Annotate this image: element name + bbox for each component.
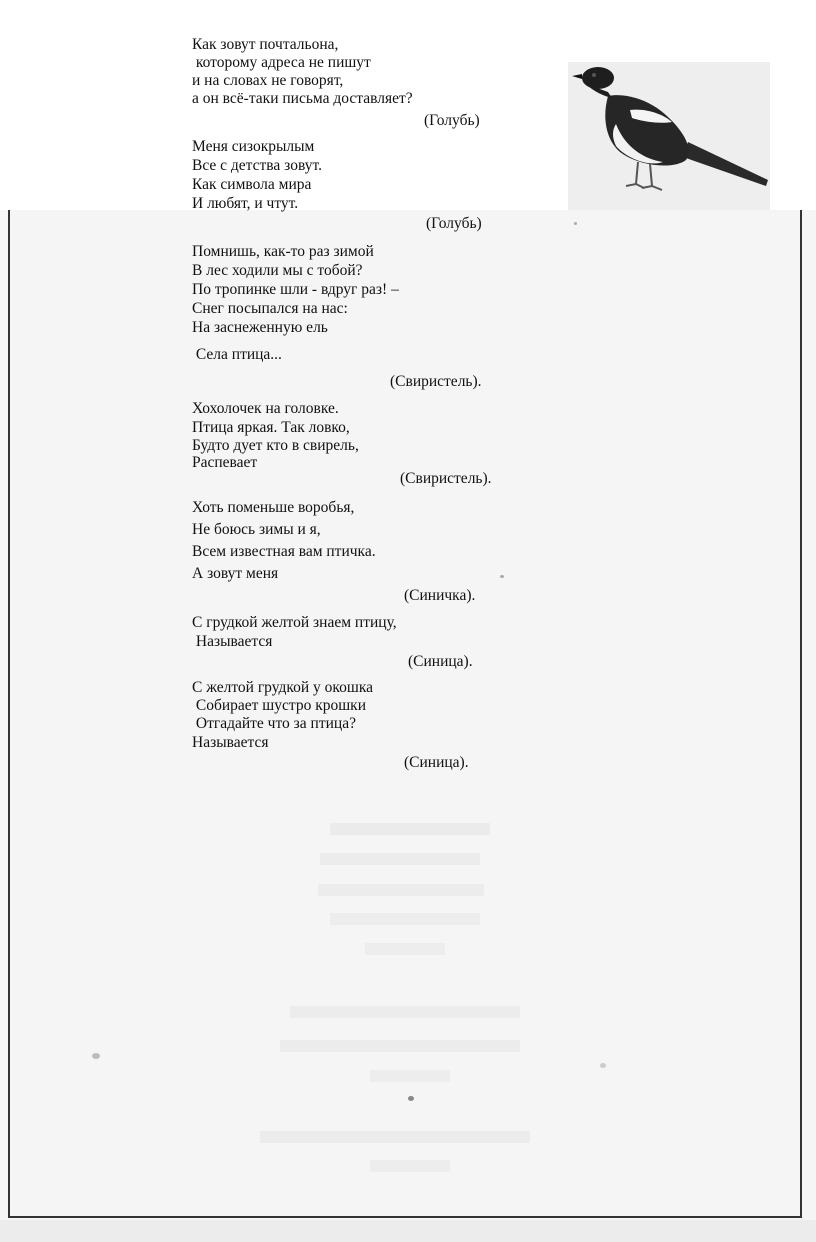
riddle-3-line-5: На заснеженную ель bbox=[192, 319, 328, 336]
riddle-7-answer: (Синица). bbox=[404, 754, 469, 771]
riddle-3-line-3: По тропинке шли - вдруг раз! – bbox=[192, 281, 399, 298]
riddle-6-answer: (Синица). bbox=[408, 653, 473, 670]
scan-bottom-edge bbox=[0, 1220, 816, 1242]
riddle-2-line-3: Как символа мира bbox=[192, 176, 312, 193]
riddle-2-line-2: Все с детства зовут. bbox=[192, 157, 322, 174]
riddle-2-line-1: Меня сизокрылым bbox=[192, 138, 315, 155]
riddle-1-line-4: а он всё-таки письма доставляет? bbox=[192, 90, 413, 107]
riddle-5-line-4: А зовут меня bbox=[192, 565, 279, 582]
riddle-3-line-1: Помнишь, как-то раз зимой bbox=[192, 243, 374, 260]
riddle-7-line-3: Отгадайте что за птица? bbox=[192, 715, 356, 732]
riddle-1-line-3: и на словах не говорят, bbox=[192, 72, 344, 89]
riddle-4-line-3: Будто дует кто в свирель, bbox=[192, 437, 359, 454]
riddle-7-line-2: Собирает шустро крошки bbox=[192, 697, 366, 714]
riddle-3-line-6: Села птица... bbox=[192, 346, 282, 363]
riddle-5-line-3: Всем известная вам птичка. bbox=[192, 543, 376, 560]
riddle-1-line-1: Как зовут почтальона, bbox=[192, 36, 339, 53]
riddle-1-line-2: которому адреса не пишут bbox=[192, 54, 371, 71]
riddle-2-answer: (Голубь) bbox=[426, 215, 482, 232]
riddle-7-line-4: Называется bbox=[192, 734, 269, 751]
riddle-5-answer: (Синичка). bbox=[404, 587, 476, 604]
riddle-4-answer: (Свиристель). bbox=[400, 470, 492, 487]
riddle-3-line-4: Снег посыпался на нас: bbox=[192, 300, 348, 317]
riddle-3-answer: (Свиристель). bbox=[390, 373, 482, 390]
riddle-4-line-4: Распевает bbox=[192, 454, 258, 471]
riddle-4-line-1: Хохолочек на головке. bbox=[192, 400, 339, 417]
scan-frame bbox=[8, 210, 802, 1218]
riddle-7-line-1: С желтой грудкой у окошка bbox=[192, 679, 374, 696]
bird-illustration bbox=[568, 62, 770, 210]
riddle-2-line-4: И любят, и чтут. bbox=[192, 195, 299, 212]
riddle-5-line-2: Не боюсь зимы и я, bbox=[192, 521, 321, 538]
riddle-1-answer: (Голубь) bbox=[424, 112, 480, 129]
riddle-6-line-2: Называется bbox=[192, 633, 273, 650]
riddle-4-line-2: Птица яркая. Так ловко, bbox=[192, 419, 350, 436]
riddle-6-line-1: С грудкой желтой знаем птицу, bbox=[192, 614, 397, 631]
magpie-icon bbox=[568, 62, 770, 210]
riddle-5-line-1: Хоть поменьше воробья, bbox=[192, 499, 355, 516]
riddle-3-line-2: В лес ходили мы с тобой? bbox=[192, 262, 363, 279]
